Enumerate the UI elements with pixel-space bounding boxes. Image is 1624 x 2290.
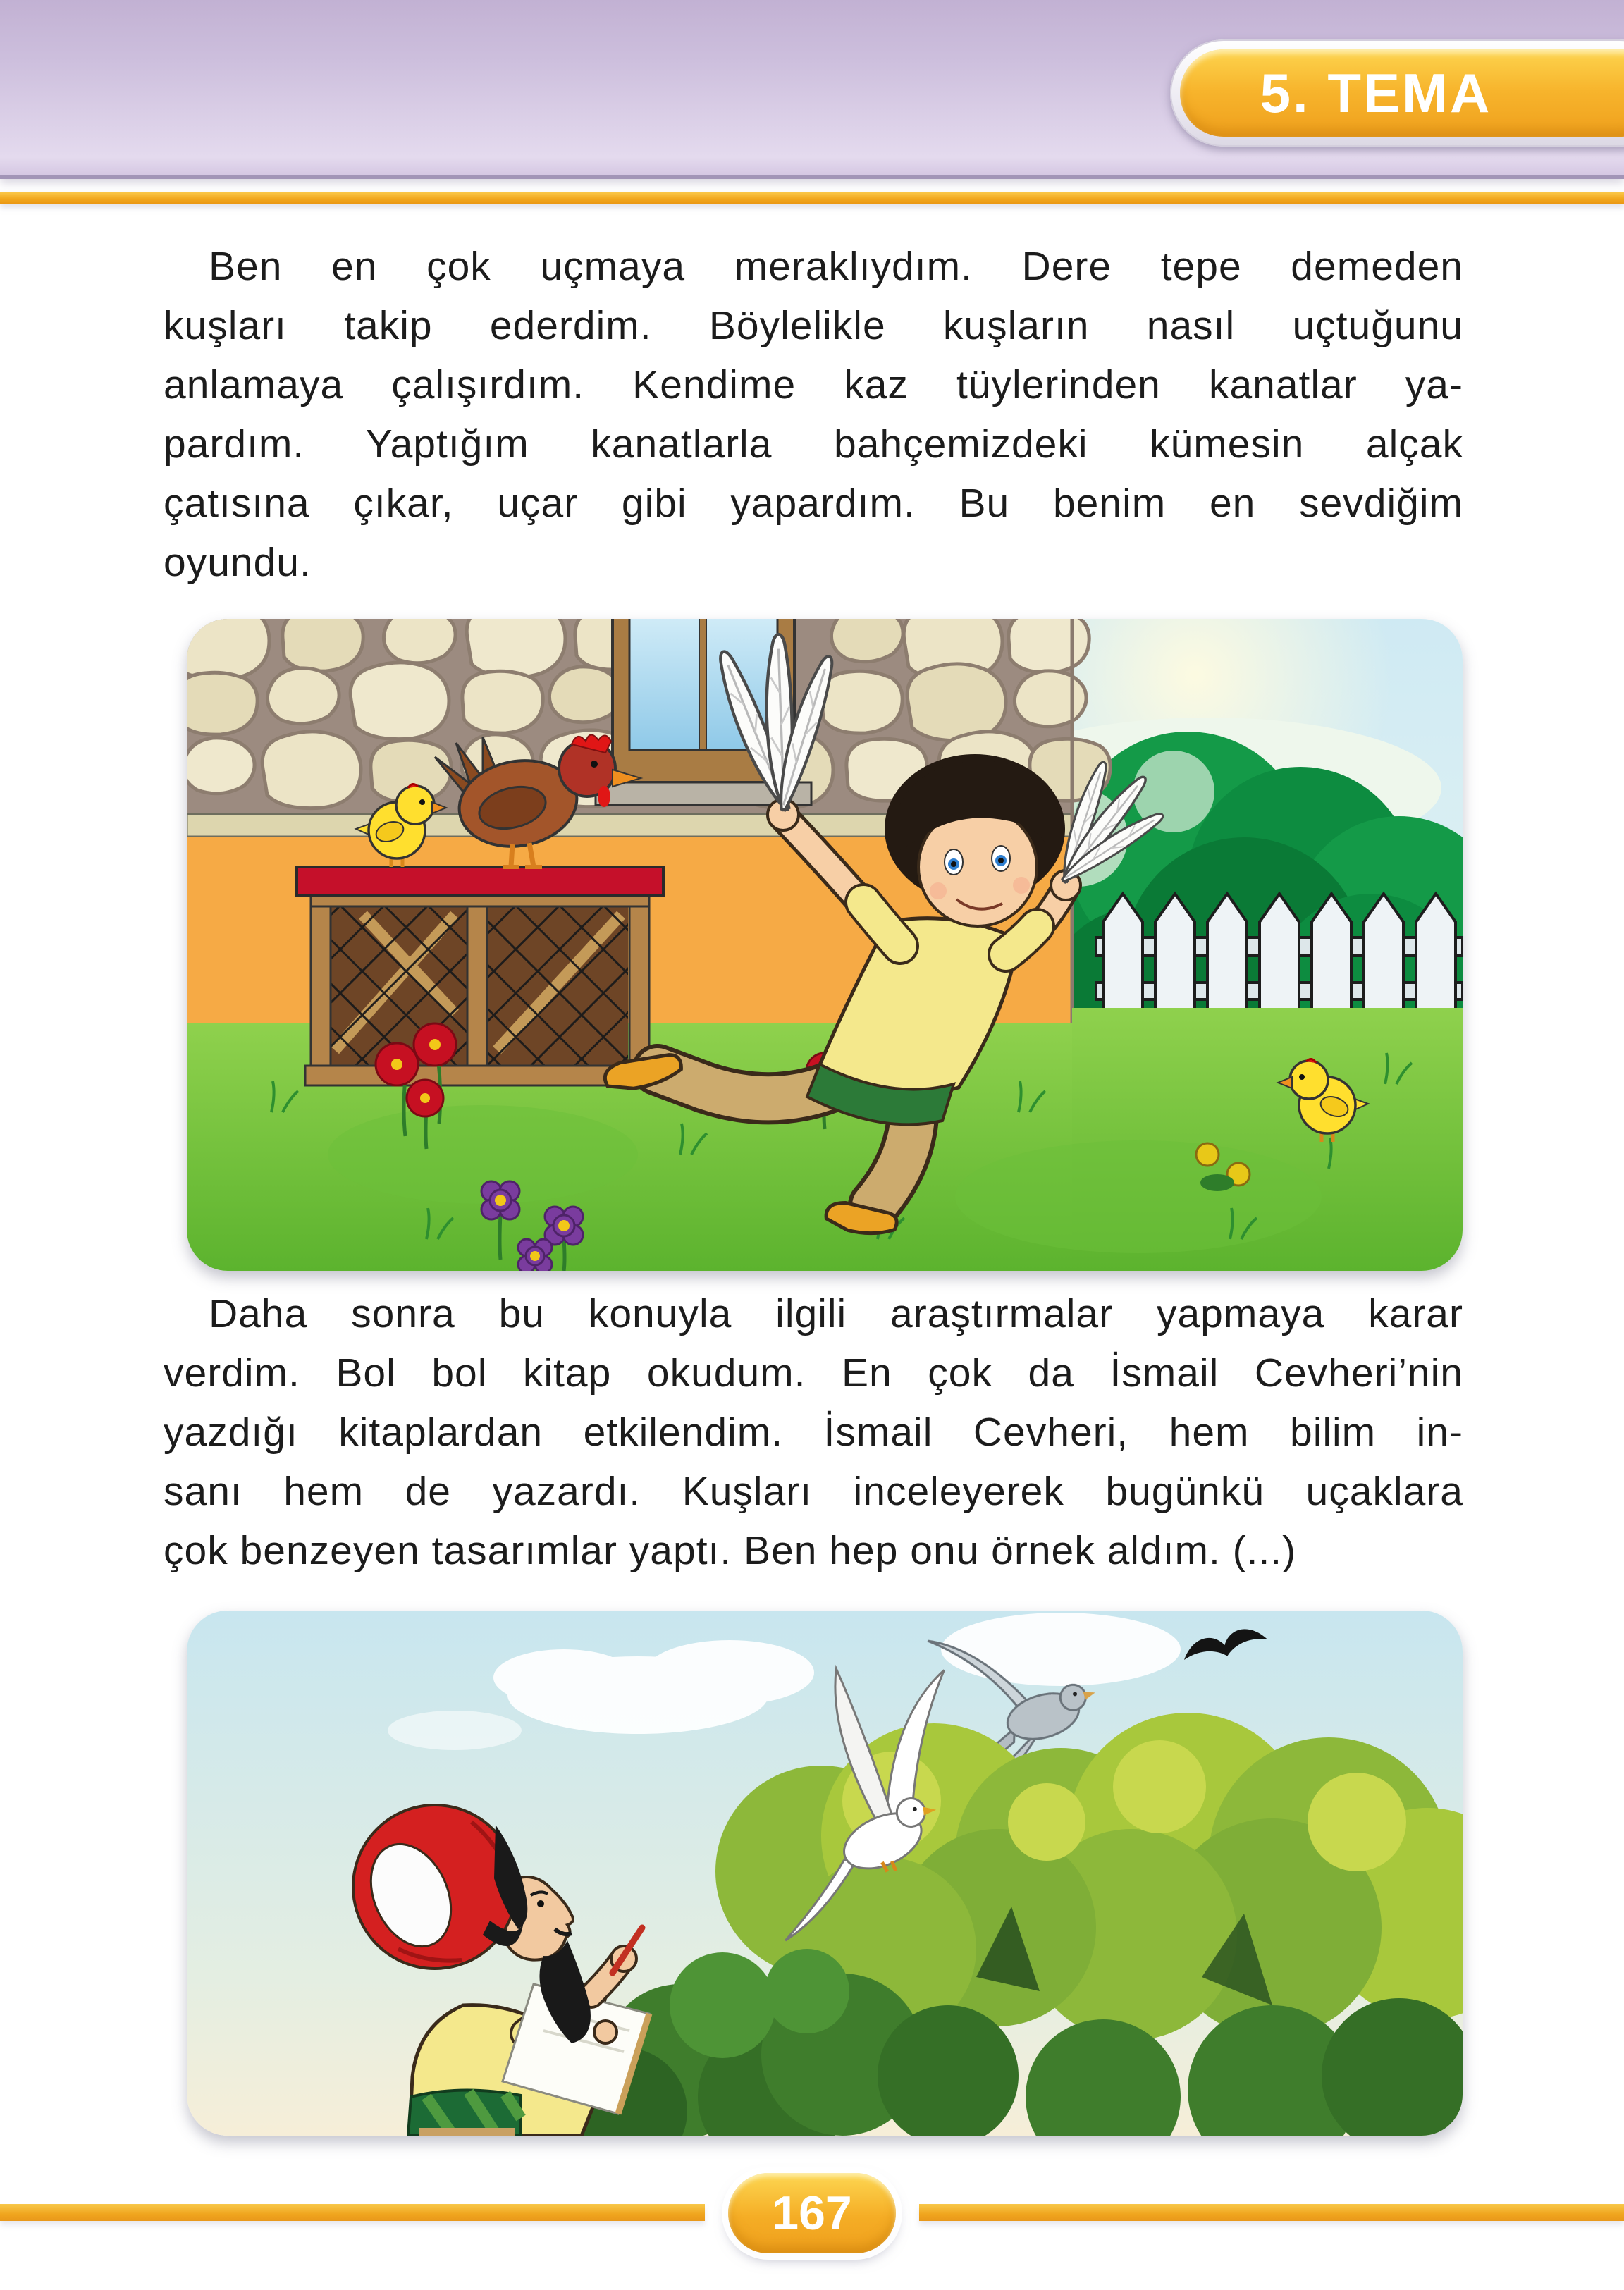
coop-roof	[297, 867, 663, 895]
illustration2-svg	[187, 1611, 1463, 2136]
illustration-scholar-birds	[187, 1611, 1463, 2136]
illustration1-svg	[187, 619, 1463, 1271]
footer-rule-right	[919, 2204, 1624, 2221]
text-line: yazdığı kitaplardan etkilendim. İsmail Cevheri, hem bilim in-	[164, 1410, 1463, 1455]
text-line: oyundu.	[164, 540, 312, 585]
text-line: sanı hem de yazardı. Kuşları inceleyerek bugünkü uçaklara	[164, 1469, 1463, 1514]
text-line: anlamaya çalışırdım. Kendime kaz tüylerinden kanatlar ya-	[164, 362, 1463, 407]
text-line: pardım. Yaptığım kanatlarla bahçemizdeki kümesin alçak	[164, 421, 1463, 467]
text-line: Ben en çok uçmaya meraklıydım. Dere tepe demeden	[209, 244, 1463, 289]
text-line: verdim. Bol bol kitap okudum. En çok da İsmail Cevheri’nin	[164, 1350, 1463, 1396]
paragraph-1	[164, 237, 1463, 592]
chicken-coop	[297, 867, 663, 1085]
page-number-badge: 167	[728, 2173, 896, 2253]
tema-badge-label: 5. TEMA	[1180, 49, 1624, 137]
text-line: çok benzeyen tasarımlar yaptı. Ben hep onu örnek aldım. (...)	[164, 1528, 1297, 1573]
text-line: çatısına çıkar, uçar gibi yapardım. Bu benim en sevdiğim	[164, 481, 1463, 526]
paragraph-2	[164, 1284, 1463, 1580]
top-divider-rule	[0, 192, 1624, 204]
footer	[0, 2173, 1624, 2265]
tema-badge	[1170, 39, 1624, 147]
text-line: Daha sonra bu konuyla ilgili araştırmalar yapmaya karar	[209, 1291, 1463, 1336]
footer-rule-left	[0, 2204, 705, 2221]
illustration-boy-running	[187, 619, 1463, 1271]
text-line: kuşları takip ederdim. Böylelikle kuşların nasıl uçtuğunu	[164, 303, 1463, 348]
